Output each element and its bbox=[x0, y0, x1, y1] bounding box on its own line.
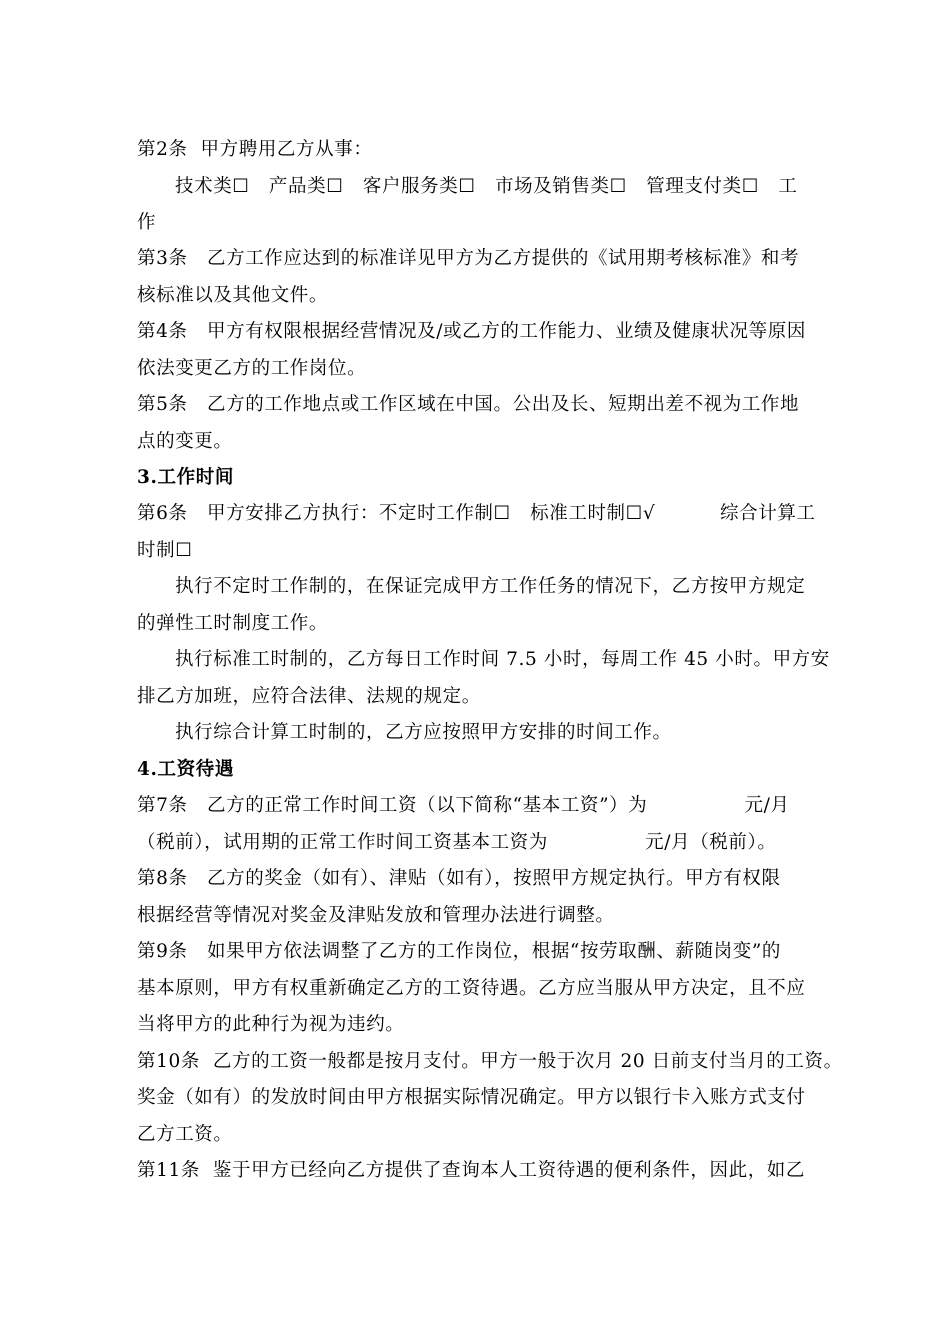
clause-10-line-3: 乙方工资。 bbox=[137, 1124, 233, 1145]
clause-3-line-1: 第3条 乙方工作应达到的标准详见甲方为乙方提供的《试用期考核标准》和考 bbox=[137, 248, 800, 269]
clause-10-line-1: 第10条 乙方的工资一般都是按月支付。甲方一般于次月 20 日前支付当月的工资。 bbox=[137, 1051, 843, 1072]
clause-8-line-2: 根据经营等情况对奖金及津贴发放和管理办法进行调整。 bbox=[137, 905, 615, 926]
clause-8-line-1: 第8条 乙方的奖金（如有）、津贴（如有），按照甲方规定执行。甲方有权限 bbox=[137, 868, 781, 889]
clause-5-line-1: 第5条 乙方的工作地点或工作区域在中国。公出及长、短期出差不视为工作地 bbox=[137, 394, 800, 415]
standard-hours-para-line-1: 执行标准工时制的，乙方每日工作时间 7.5 小时，每周工作 45 小时。甲方安 bbox=[175, 649, 830, 670]
flexible-hours-para-line-1: 执行不定时工作制的，在保证完成甲方工作任务的情况下，乙方按甲方规定 bbox=[175, 576, 806, 597]
clause-5-line-2: 点的变更。 bbox=[137, 431, 233, 452]
clause-2-options-line: 技术类☐ 产品类☐ 客户服务类☐ 市场及销售类☐ 管理支付类☐ 工 bbox=[175, 176, 798, 197]
standard-hours-para-line-2: 排乙方加班，应符合法律、法规的规定。 bbox=[137, 686, 481, 707]
section-4-heading: 4.工资待遇 bbox=[137, 759, 234, 780]
section-3-heading: 3.工作时间 bbox=[137, 467, 234, 488]
clause-7-line-2: （税前），试用期的正常工作时间工资基本工资为 元/月（税前）。 bbox=[137, 832, 777, 853]
clause-4-line-2: 依法变更乙方的工作岗位。 bbox=[137, 358, 367, 379]
flexible-hours-para-line-2: 的弹性工时制度工作。 bbox=[137, 613, 329, 634]
comprehensive-hours-para: 执行综合计算工时制的，乙方应按照甲方安排的时间工作。 bbox=[175, 722, 672, 743]
clause-2-options-wrap: 作 bbox=[137, 212, 157, 233]
clause-9-line-1: 第9条 如果甲方依法调整了乙方的工作岗位，根据“按劳取酬、薪随岗变”的 bbox=[137, 941, 782, 962]
clause-9-line-3: 当将甲方的此种行为视为违约。 bbox=[137, 1014, 405, 1035]
clause-2-line-1: 第2条 甲方聘用乙方从事： bbox=[137, 139, 373, 160]
clause-6-line-1: 第6条 甲方安排乙方执行：不定时工作制☐ 标准工时制☐√ 综合计算工 bbox=[137, 503, 816, 524]
clause-9-line-2: 基本原则，甲方有权重新确定乙方的工资待遇。乙方应当服从甲方决定，且不应 bbox=[137, 978, 806, 999]
clause-7-line-1: 第7条 乙方的正常工作时间工资（以下简称“基本工资”）为 元/月 bbox=[137, 795, 790, 816]
clause-6-line-2: 时制☐ bbox=[137, 540, 193, 561]
clause-11-line-1: 第11条 鉴于甲方已经向乙方提供了查询本人工资待遇的便利条件，因此，如乙 bbox=[137, 1160, 806, 1181]
clause-3-line-2: 核标准以及其他文件。 bbox=[137, 285, 329, 306]
clause-4-line-1: 第4条 甲方有权限根据经营情况及/或乙方的工作能力、业绩及健康状况等原因 bbox=[137, 321, 806, 342]
clause-10-line-2: 奖金（如有）的发放时间由甲方根据实际情况确定。甲方以银行卡入账方式支付 bbox=[137, 1087, 806, 1108]
